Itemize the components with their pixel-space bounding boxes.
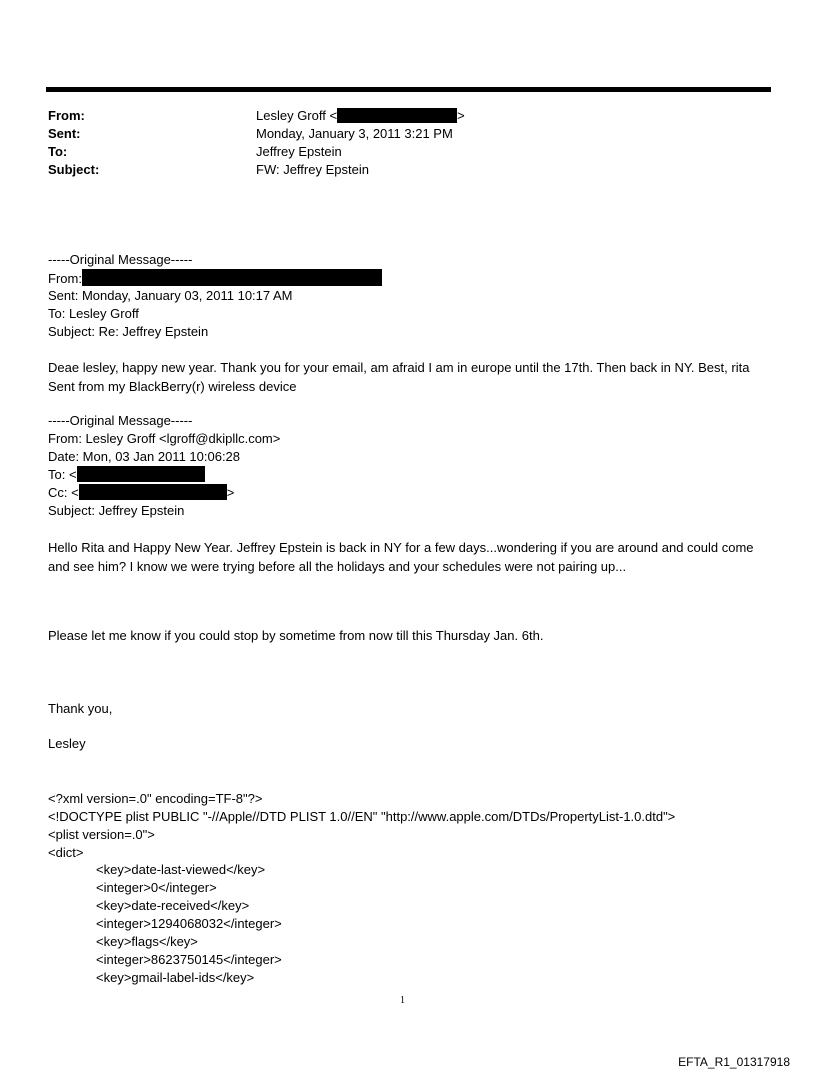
xml-line: <key>date-last-viewed</key>: [96, 862, 266, 877]
msg2-cc: [48, 484, 234, 502]
header-from-name: Lesley Groff <: [256, 108, 338, 123]
header-to-value: Jeffrey Epstein: [256, 144, 342, 159]
header-subject-label: Subject:: [48, 162, 100, 177]
xml-line: <integer>1294068032</integer>: [96, 916, 282, 931]
xml-line: <key>gmail-label-ids</key>: [96, 970, 255, 985]
xml-line: <integer>0</integer>: [96, 880, 217, 895]
page-number: 1: [400, 995, 405, 1006]
header-from-label: From:: [48, 108, 85, 123]
document-id-footer: EFTA_R1_01317918: [678, 1055, 790, 1069]
msg2-body-paragraph-1: Hello Rita and Happy New Year. Jeffrey Epstein is back in NY for a few days...wondering if you are around and could come and see him? I know we were trying before all the holidays and your schedules were not pairing up...: [48, 540, 754, 574]
header-subject-value: FW: Jeffrey Epstein: [256, 162, 369, 177]
xml-line: <dict>: [48, 845, 84, 860]
header-from-value: [256, 107, 465, 125]
msg2-to: [48, 466, 205, 484]
msg1-separator: -----Original Message-----: [48, 252, 193, 267]
xml-line: <key>date-received</key>: [96, 898, 250, 913]
redaction-block: [337, 108, 457, 123]
msg1-to: To: Lesley Groff: [48, 306, 139, 321]
msg2-cc-end: >: [226, 485, 235, 500]
msg2-date: Date: Mon, 03 Jan 2011 10:06:28: [48, 449, 241, 464]
msg2-to-label: To: <: [48, 467, 77, 482]
top-rule: [46, 87, 771, 92]
msg2-from: From: Lesley Groff <lgroff@dkipllc.com>: [48, 431, 281, 446]
redaction-block: [82, 269, 382, 286]
header-sent-label: Sent:: [48, 126, 81, 141]
msg1-from-label: From:: [48, 271, 82, 286]
header-sent-value: Monday, January 3, 2011 3:21 PM: [256, 126, 453, 141]
msg1-from: [48, 269, 382, 288]
msg2-body-paragraph-2: Please let me know if you could stop by sometime from now till this Thursday Jan. 6th.: [48, 628, 544, 643]
msg1-subject: Subject: Re: Jeffrey Epstein: [48, 324, 209, 339]
msg2-signature: Lesley: [48, 736, 86, 751]
msg1-body: Deae lesley, happy new year. Thank you for your email, am afraid I am in europe until the 17th. Then back in NY. Best, rita Sent from my BlackBerry(r) wireless device: [48, 360, 750, 394]
xml-line: <plist version=.0">: [48, 827, 155, 842]
header-from-end: >: [457, 108, 465, 123]
xml-line: <?xml version=.0" encoding=TF-8"?>: [48, 791, 263, 806]
redaction-block: [77, 466, 205, 482]
msg2-thanks: Thank you,: [48, 701, 113, 716]
xml-line: <key>flags</key>: [96, 934, 198, 949]
header-to-label: To:: [48, 144, 68, 159]
redaction-block: [79, 484, 227, 500]
msg2-subject: Subject: Jeffrey Epstein: [48, 503, 185, 518]
msg1-sent: Sent: Monday, January 03, 2011 10:17 AM: [48, 288, 293, 303]
msg2-cc-label: Cc: <: [48, 485, 79, 500]
msg2-separator: -----Original Message-----: [48, 413, 193, 428]
xml-line: <integer>8623750145</integer>: [96, 952, 282, 967]
xml-line: <!DOCTYPE plist PUBLIC "-//Apple//DTD PLIST 1.0//EN" "http://www.apple.com/DTDs/PropertyList-1.0.dtd">: [48, 809, 676, 824]
